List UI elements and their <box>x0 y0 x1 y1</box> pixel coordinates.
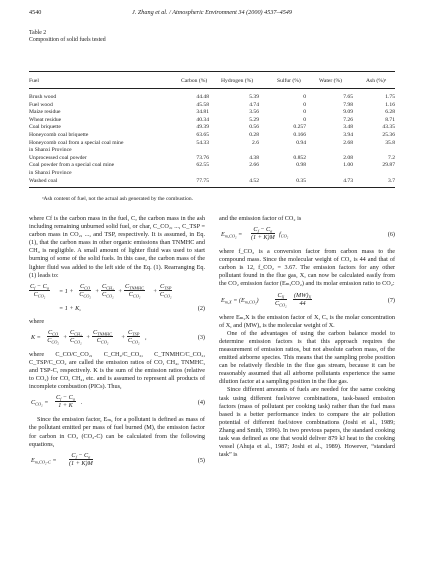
cell-ash: 8.71 <box>385 116 395 123</box>
cell-ash: 35.8 <box>385 139 395 146</box>
cell-sulfur: 0.94 <box>296 139 306 146</box>
cell-fuel: Maize residue <box>29 109 61 116</box>
cell-hydrogen: 2.6 <box>252 139 259 146</box>
table-row <box>29 124 395 132</box>
cell-water: 1.00 <box>343 162 353 169</box>
cell-water: 4.73 <box>343 177 353 184</box>
table-header-row <box>29 78 395 86</box>
eq3-number: (3) <box>197 333 205 341</box>
cell-hydrogen: 0.28 <box>249 131 259 138</box>
cell-hydrogen: 4.74 <box>249 101 259 108</box>
table-row <box>29 94 395 102</box>
table-row <box>29 132 395 140</box>
paragraph: where Cf is the carbon mass in the fuel, Cₐ the carbon mass in the ash including remaining unburned solid fuel, or char, C_CO₂, ..., C_TSP = carbon mass in CO₂, ..., and TSP, respectively. It is assumed, in Eq. (1), that the carbon mass in other organic emissions than TNMHC and CH₄ is negligible. A small amount of lighter fluid was used to start burning of some of the solid fuels. In this case, the carbon mass of the lighter fluid was added to the left side of the Eq. (1). Rearranging Eq. (1) leads to: <box>29 215 205 279</box>
cell-hydrogen: 0.56 <box>249 124 259 131</box>
cell-carbon: 77.75 <box>196 177 209 184</box>
cell-water: 2.68 <box>343 139 353 146</box>
eq7-number: (7) <box>387 296 395 304</box>
cell-carbon: 44.48 <box>196 94 209 100</box>
table-row <box>29 102 395 110</box>
cell-carbon: 34.81 <box>196 109 209 116</box>
cell-ash: 25.36 <box>382 131 395 138</box>
cell-hydrogen: 2.66 <box>249 162 259 169</box>
cell-fuel: Unprocessed coal powder <box>29 154 87 161</box>
cell-hydrogen: 5.39 <box>249 94 259 100</box>
eq2-number: (2) <box>197 304 205 312</box>
eq6-number: (6) <box>387 231 395 239</box>
running-header <box>29 9 395 19</box>
equation-4: $C_{CO_2}$ = $\frac{C_f - C_a}{1 + K}$ . (4) <box>31 394 205 410</box>
table-row <box>29 147 395 155</box>
equation-2-line2 <box>29 305 205 316</box>
col-header-hydrogen: Hydrogen (%) <box>221 78 254 84</box>
cell-sulfur: 0 <box>303 94 306 100</box>
equation-6: $E_{m,CO_2}$ = $\frac{C_f - C_a}{(1 + K)M}$ $f_{CO_2}$ (6) <box>221 226 395 242</box>
table-row <box>29 162 395 170</box>
cell-sulfur: 0.257 <box>293 124 306 131</box>
cell-ash: 29.87 <box>382 162 395 169</box>
cell-water: 3.48 <box>343 124 353 131</box>
cell-hydrogen: 5.29 <box>249 116 259 123</box>
paragraph: where C_CO/C_CO₂, C_CH₄/C_CO₂, C_TNMHC/C_CO₂, C_TSP/C_CO₂ are called the emission ratios of CO, CH₄, TNMHC, and TSP-C, respectively. K is the sum of the emission ratios (relative to CO₂) for CO, CH₄, etc. and is assumed to represent all products of incomplete combustion (PICs). Thus, <box>29 350 205 391</box>
cell-carbon: 45.58 <box>196 101 209 108</box>
cell-water: 7.26 <box>343 116 353 123</box>
cell-carbon: 49.39 <box>196 124 209 131</box>
cell-hydrogen: 4.38 <box>249 154 259 161</box>
cell-carbon: 62.55 <box>196 162 209 169</box>
cell-hydrogen: 3.56 <box>249 109 259 116</box>
cell-ash: 43.35 <box>382 124 395 131</box>
cell-fuel: Honeycomb coal briquette <box>29 131 89 138</box>
cell-sulfur: 0.852 <box>293 154 306 161</box>
cell-ash: 1.75 <box>385 94 395 100</box>
cell-water: 9.09 <box>343 109 353 116</box>
cell-carbon: 63.65 <box>196 131 209 138</box>
left-column <box>29 215 205 474</box>
col-header-ash: Ash (%)ᵃ <box>366 78 387 84</box>
cell-sulfur: 0.166 <box>293 131 306 138</box>
cell-fuel: Washed coal <box>29 177 58 184</box>
cell-water: 3.94 <box>343 131 353 138</box>
table-label: Table 2 <box>29 30 47 36</box>
cell-fuel: Fuel wood <box>29 101 53 108</box>
cell-fuel: in Shanxi Province <box>29 169 72 176</box>
cell-fuel: Honeycomb coal from a special coal mine <box>29 139 124 146</box>
journal-citation: J. Zhang et al. / Atmospheric Environment 34 (2000) 4537–4549 <box>132 9 292 16</box>
paragraph: Since the emission factor, Eₘ, for a pollutant is defined as mass of the pollutant emitted per mass of fuel burned (M), the emission factor for carbon in CO₂ (CO₂-C) can be calculated from the following equations, <box>29 416 205 448</box>
table-row <box>29 109 395 117</box>
eq5-number: (5) <box>197 456 205 464</box>
table-caption <box>29 30 106 45</box>
cell-water: 7.98 <box>343 101 353 108</box>
col-header-fuel: Fuel <box>29 78 39 84</box>
page-number: 4540 <box>29 9 42 16</box>
table-top-rule <box>29 71 395 72</box>
table-footnote: ᵃAsh content of fuel, not the actual ash generated by the combustion. <box>42 196 194 202</box>
col-header-carbon: Carbon (%) <box>181 78 208 84</box>
equation-2: $C_f - C_a$ $C_{CO_2}$ = 1 + $C_{CO}$ $C_{CO_2}$ + $C_{CH_4}$ $C_{CO_2}$ + $C_{TNMHC}$ $C_{CO_2}$ + $C_{TSP}$ $C_{CO_2}$ <box>30 282 172 299</box>
eq2-continuation: = 1 + K, <box>59 304 81 312</box>
cell-sulfur: 0 <box>303 116 306 123</box>
cell-sulfur: 0 <box>303 101 306 108</box>
paragraph: and the emission factor of CO₂ is <box>219 215 302 222</box>
cell-hydrogen: 4.52 <box>249 177 259 184</box>
cell-sulfur: 0 <box>303 109 306 116</box>
table-header-rule <box>29 88 395 89</box>
cell-fuel: Coal briquette <box>29 124 61 131</box>
cell-water: 2.08 <box>343 154 353 161</box>
cell-ash: 7.2 <box>388 154 395 161</box>
paragraph: Since different amounts of fuels are needed for the same cooking task using different fuel/stove combinations, task-based emission factors (mass of pollutant per cooking task) rather than the fuel mass based is a better performance index to compare the air pollution potential of different fuel/stove combinations (Joshi et al., 1989; Zhang and Smith, 1996). In two previous papers, the standard cooking task was defined as one that would deliver 879 kJ heat to the cooking vessel (Ahuja et al., 1987; Joshi et al., 1989). However, “standard task” is <box>219 386 395 459</box>
paragraph: where f_CO₂ is a conversion factor from carbon mass to the compound mass. Since the molecular weight of CO₂ is 44 and that of carbon is 12, f_CO₂ = 3.67. The emission factors for any other pollutant found in the flue gas, X, can now be calculated easily from the CO₂ emission factor (Eₘ,CO₂) and its molar emission ratio to CO₂: <box>219 248 395 288</box>
table-header <box>29 78 395 87</box>
table-title: Composition of solid fuels tested <box>29 37 106 44</box>
equation-3: K = $C_{CO}$ $C_{CO_2}$ + $C_{CH_4}$ $C_{CO_2}$ + $C_{TNMHC}$ $C_{CO_2}$ + $C_{TSP}$ $C_{CO_2}$ , (3) <box>31 328 205 345</box>
table-row <box>29 140 395 148</box>
cell-fuel: Coal powder from a special coal mine <box>29 162 115 169</box>
col-header-sulfur: Sulfur (%) <box>277 78 301 84</box>
cell-ash: 1.16 <box>385 101 395 108</box>
cell-fuel: Brush wood <box>29 94 57 100</box>
col-header-water: Water (%) <box>319 78 342 84</box>
eq4-number: (4) <box>197 399 205 407</box>
table-body <box>29 94 395 185</box>
cell-ash: 3.7 <box>388 177 395 184</box>
cell-carbon: 40.34 <box>196 116 209 123</box>
table-row <box>29 117 395 125</box>
cell-ash: 6.28 <box>385 109 395 116</box>
cell-carbon: 73.76 <box>196 154 209 161</box>
eq2-lhs-fraction: $C_f - C_a$ $C_{CO_2}$ <box>30 282 49 299</box>
paragraph: where <box>29 317 45 325</box>
cell-water: 7.65 <box>343 94 353 100</box>
right-column <box>219 215 395 459</box>
table-row <box>29 178 395 186</box>
paragraph: where Eₘ,X is the emission factor of X, Cₓ is the molar concentration of X, and (MW)ₓ is the molecular weight of X. <box>219 313 395 329</box>
paragraph: One of the advantages of using the carbon balance model to determine emission factors is that this approach requires the measurement of emission ratios, but not absolute carbon mass, of the emitted airborne species. This means that the sampling probe position can be relatively flexible in the flue gas stream, because it can be reasonably assumed that all airborne pollutants experience the same dilution factor at a sampling position in the flue gas. <box>219 329 395 386</box>
cell-sulfur: 0.35 <box>296 177 306 184</box>
equation-7: $E_{m,X} = (E_{m,CO_2})$ $C_X$ $C_{CO_2}$ $\frac{(MW)_X}{44}$ (7) <box>221 291 395 308</box>
equation-5: $E_{m,CO_2-C}$ = $\frac{C_f - C_a}{(1 + K)M}$ (5) <box>31 451 205 467</box>
cell-sulfur: 0.98 <box>296 162 306 169</box>
table-bottom-rule <box>29 187 395 188</box>
table-row <box>29 170 395 178</box>
cell-carbon: 54.33 <box>196 139 209 146</box>
cell-fuel: in Shanxi Province <box>29 147 72 154</box>
cell-fuel: Wheat residue <box>29 116 62 123</box>
